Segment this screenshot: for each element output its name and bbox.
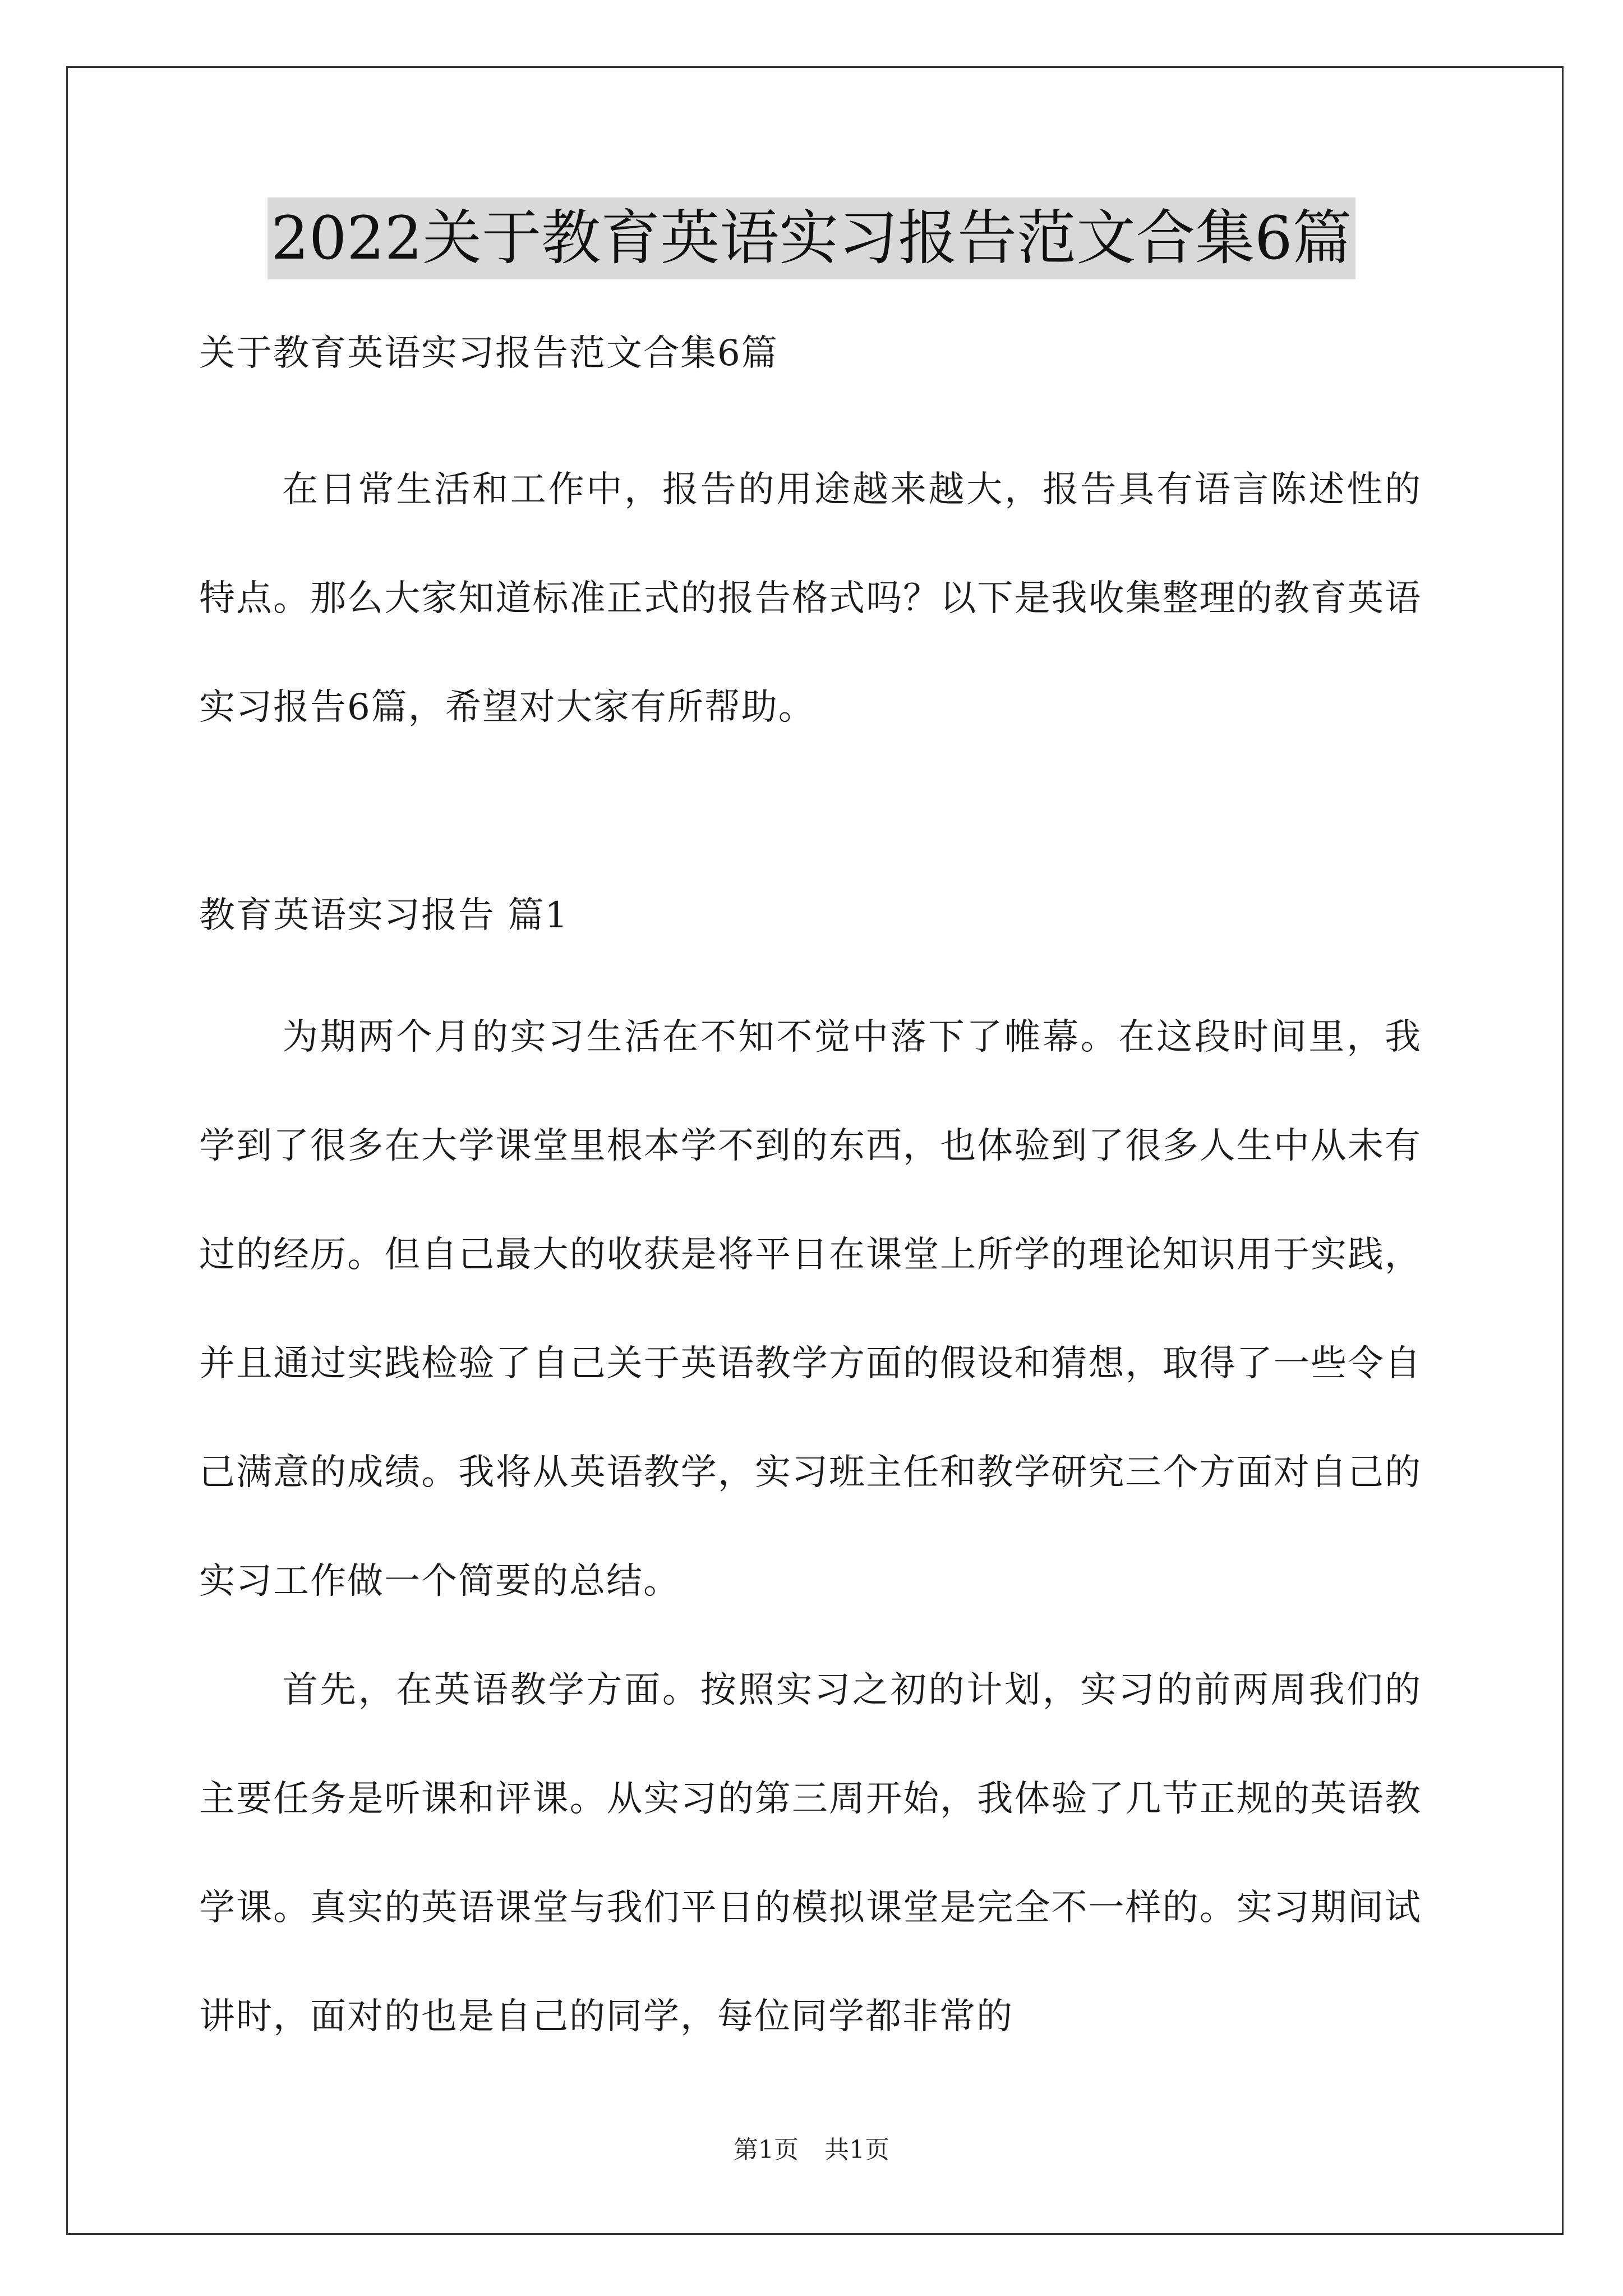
document-title: 2022关于教育英语实习报告范文合集6篇 (268, 197, 1355, 279)
page-total: 共1页 (824, 2136, 889, 2164)
body-paragraph-2: 首先，在英语教学方面。按照实习之初的计划，实习的前两周我们的主要任务是听课和评课。从实习的第三周开始，我体验了几节正规的英语教学课。真实的英语课堂与我们平日的模拟课堂是完全不一样的。实习期间试讲时，面对的也是自己的同学，每位同学都非常的 (199, 1669, 1422, 2037)
body-section (199, 983, 1422, 2071)
intro-paragraph: 在日常生活和工作中，报告的用途越来越大，报告具有语言陈述性的特点。那么大家知道标准正式的报告格式吗？以下是我收集整理的教育英语实习报告6篇，希望对大家有所帮助。 (199, 469, 1422, 728)
page-number: 第1页 (734, 2136, 799, 2164)
section-heading: 教育英语实习报告 篇1 (199, 895, 569, 936)
document-subtitle: 关于教育英语实习报告范文合集6篇 (199, 333, 778, 374)
page-footer (0, 2129, 1623, 2165)
body-paragraph-1: 为期两个月的实习生活在不知不觉中落下了帷幕。在这段时间里，我学到了很多在大学课堂里根本学不到的东西，也体验到了很多人生中从未有过的经历。但自己最大的收获是将平日在课堂上所学的理论知识用于实践，并且通过实践检验了自己关于英语教学方面的假设和猜想，取得了一些令自己满意的成绩。我将从英语教学，实习班主任和教学研究三个方面对自己的实习工作做一个简要的总结。 (199, 1016, 1422, 1602)
title-container (0, 197, 1623, 279)
intro-section (199, 435, 1422, 762)
